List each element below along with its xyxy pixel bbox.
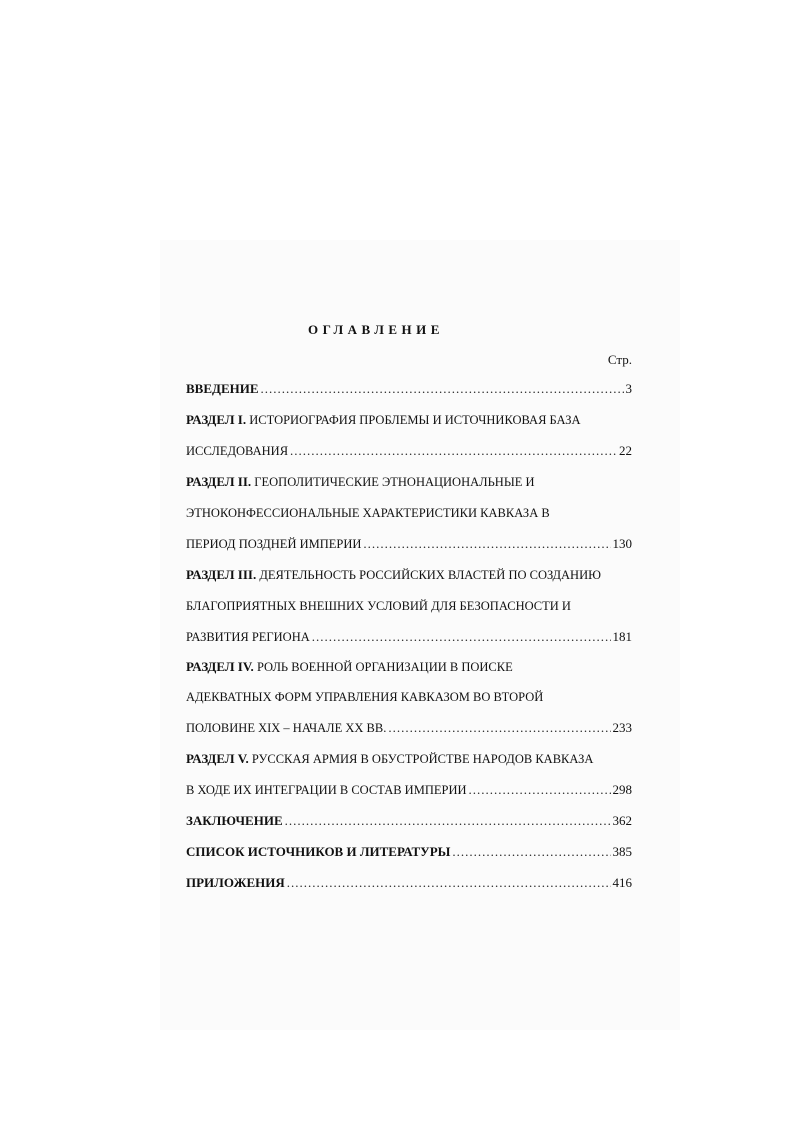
dot-leader [363, 534, 610, 554]
toc-entry-heading: РАЗДЕЛ II. [186, 474, 252, 489]
toc-entry-text: ПОЛОВИНЕ XIX – НАЧАЛЕ XX ВВ. [186, 721, 387, 735]
toc-entry-appendices[interactable] [186, 873, 632, 893]
toc-entry-sources[interactable] [186, 842, 632, 862]
toc-entry-section-3-cont [186, 596, 632, 616]
toc-entry-section-4[interactable] [186, 657, 632, 677]
toc-entry-section-2-cont [186, 503, 632, 523]
toc-entry-section-3[interactable] [186, 565, 632, 585]
toc-entry-text: РОЛЬ ВОЕННОЙ ОРГАНИЗАЦИИ В ПОИСКЕ [253, 660, 513, 674]
toc-entry-text: БЛАГОПРИЯТНЫХ ВНЕШНИХ УСЛОВИЙ ДЛЯ БЕЗОПАСНОСТИ И [186, 599, 571, 613]
toc-entry-section-2-cont[interactable] [186, 534, 632, 554]
toc-entry-text: В ХОДЕ ИХ ИНТЕГРАЦИИ В СОСТАВ ИМПЕРИИ [186, 783, 467, 797]
toc-entry-text: ИСТОРИОГРАФИЯ ПРОБЛЕМЫ И ИСТОЧНИКОВАЯ БАЗА [246, 413, 581, 427]
toc-entry-heading: ВВЕДЕНИЕ [186, 381, 259, 396]
toc-entry-heading: РАЗДЕЛ III. [186, 567, 257, 582]
toc-entry-heading: СПИСОК ИСТОЧНИКОВ И ЛИТЕРАТУРЫ [186, 844, 451, 859]
toc-entry-text: ИССЛЕДОВАНИЯ [186, 444, 289, 458]
toc-entry-section-5[interactable] [186, 749, 632, 769]
dot-leader [285, 811, 611, 831]
dot-leader [452, 842, 610, 862]
page-number: 385 [612, 844, 632, 859]
toc-entry-text: ДЕЯТЕЛЬНОСТЬ РОССИЙСКИХ ВЛАСТЕЙ ПО СОЗДАНИЮ [256, 568, 601, 582]
page-number: 362 [612, 813, 632, 828]
toc-entry-text: РАЗВИТИЯ РЕГИОНА [186, 630, 310, 644]
page-title: ОГЛАВЛЕНИЕ [308, 322, 444, 337]
toc-entry-text: ЭТНОКОНФЕССИОНАЛЬНЫЕ ХАРАКТЕРИСТИКИ КАВКАЗА В [186, 506, 550, 520]
page-number: 416 [612, 875, 632, 890]
toc-entry-section-3-cont[interactable] [186, 627, 632, 647]
page-number: 3 [625, 381, 632, 396]
page-number: 130 [612, 536, 632, 551]
page-number: 22 [619, 443, 632, 458]
page-number: 181 [612, 629, 632, 644]
toc-entry-text: ГЕОПОЛИТИЧЕСКИЕ ЭТНОНАЦИОНАЛЬНЫЕ И [251, 475, 535, 489]
toc-entry-heading: РАЗДЕЛ IV. [186, 659, 254, 674]
dot-leader [261, 379, 624, 399]
dot-leader [287, 873, 611, 893]
dot-leader [469, 780, 611, 800]
toc-entry-section-1[interactable] [186, 410, 632, 430]
toc-entry-section-1-cont[interactable] [186, 441, 632, 461]
toc-entry-section-4-cont [186, 687, 632, 707]
toc-entry-heading: РАЗДЕЛ V. [186, 751, 249, 766]
toc-entry-conclusion[interactable] [186, 811, 632, 831]
toc-entry-introduction[interactable] [186, 379, 632, 399]
dot-leader [290, 441, 617, 461]
toc-entry-heading: РАЗДЕЛ I. [186, 412, 247, 427]
page-number: 298 [612, 782, 632, 797]
dot-leader [388, 718, 610, 738]
toc-entry-section-2[interactable] [186, 472, 632, 492]
toc-entry-section-4-cont[interactable] [186, 718, 632, 738]
toc-entry-section-5-cont[interactable] [186, 780, 632, 800]
toc-entry-text: АДЕКВАТНЫХ ФОРМ УПРАВЛЕНИЯ КАВКАЗОМ ВО ВТОРОЙ [186, 690, 544, 704]
page-number: 233 [612, 720, 632, 735]
dot-leader [312, 627, 611, 647]
toc-entry-heading: ПРИЛОЖЕНИЯ [186, 875, 285, 890]
page-column-label: Стр. [607, 352, 632, 367]
toc-entry-text: ПЕРИОД ПОЗДНЕЙ ИМПЕРИИ [186, 537, 362, 551]
toc-entry-heading: ЗАКЛЮЧЕНИЕ [186, 813, 283, 828]
toc-entry-text: РУССКАЯ АРМИЯ В ОБУСТРОЙСТВЕ НАРОДОВ КАВКАЗА [248, 752, 594, 766]
